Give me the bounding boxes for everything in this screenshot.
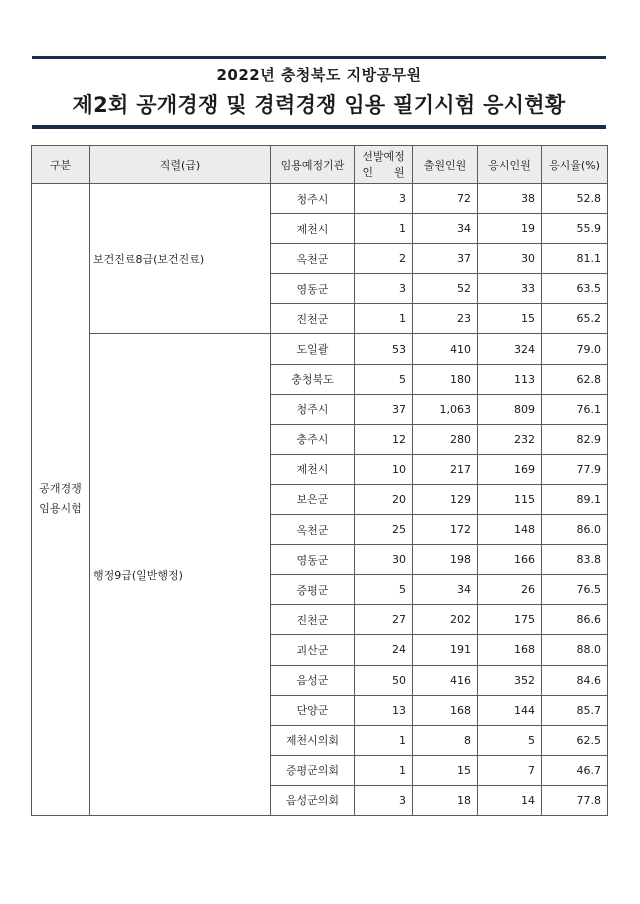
applicants-cell: 1,063: [413, 394, 478, 424]
examinees-cell: 113: [478, 364, 542, 394]
applicants-cell: 37: [413, 244, 478, 274]
agency-cell: 음성군의회: [271, 785, 355, 815]
applicants-cell: 217: [413, 454, 478, 484]
examinees-cell: 38: [478, 184, 542, 214]
examinees-cell: 809: [478, 394, 542, 424]
examinees-cell: 15: [478, 304, 542, 334]
document-title: 제2회 공개경쟁 및 경력경쟁 임용 필기시험 응시현황: [72, 93, 566, 117]
applicants-cell: 410: [413, 334, 478, 364]
rate-cell: 46.7: [542, 755, 608, 785]
applicants-cell: 34: [413, 575, 478, 605]
rate-cell: 76.5: [542, 575, 608, 605]
rate-cell: 89.1: [542, 484, 608, 514]
rate-cell: 76.1: [542, 394, 608, 424]
rate-cell: 55.9: [542, 214, 608, 244]
table-row: [32, 184, 608, 214]
planned-cell: 3: [355, 785, 413, 815]
examinees-cell: 115: [478, 484, 542, 514]
header-planned: [355, 146, 413, 184]
header-agency: 임용예정기관: [271, 146, 355, 184]
agency-cell: 제천시의회: [271, 725, 355, 755]
planned-cell: 10: [355, 454, 413, 484]
agency-cell: 도일괄: [271, 334, 355, 364]
planned-cell: 1: [355, 755, 413, 785]
table-body: [32, 184, 608, 816]
applicants-cell: 8: [413, 725, 478, 755]
header-examinees: 응시인원: [478, 146, 542, 184]
planned-cell: 25: [355, 515, 413, 545]
table-row: [32, 334, 608, 364]
planned-cell: 50: [355, 665, 413, 695]
rate-cell: 88.0: [542, 635, 608, 665]
applicants-cell: 180: [413, 364, 478, 394]
rate-cell: 85.7: [542, 695, 608, 725]
agency-cell: 보은군: [271, 484, 355, 514]
header-rate: 응시율(%): [542, 146, 608, 184]
category-cell: [32, 184, 90, 816]
rate-cell: 81.1: [542, 244, 608, 274]
examinees-cell: 324: [478, 334, 542, 364]
applicants-cell: 52: [413, 274, 478, 304]
planned-cell: 2: [355, 244, 413, 274]
applicants-cell: 15: [413, 755, 478, 785]
applicants-cell: 129: [413, 484, 478, 514]
agency-cell: 진천군: [271, 304, 355, 334]
rate-cell: 77.8: [542, 785, 608, 815]
applicants-cell: 172: [413, 515, 478, 545]
examinees-cell: 5: [478, 725, 542, 755]
header-category: 구분: [32, 146, 90, 184]
agency-cell: 제천시: [271, 454, 355, 484]
applicants-cell: 191: [413, 635, 478, 665]
header-applicants: 출원인원: [413, 146, 478, 184]
examinees-cell: 168: [478, 635, 542, 665]
category-line1: 공개경쟁: [39, 482, 82, 496]
rate-cell: 86.0: [542, 515, 608, 545]
agency-cell: 증평군: [271, 575, 355, 605]
header-planned-line1: 선발예정: [362, 149, 405, 163]
examinees-cell: 33: [478, 274, 542, 304]
agency-cell: 청주시: [271, 184, 355, 214]
applicants-cell: 280: [413, 424, 478, 454]
table-header-row: [32, 146, 608, 184]
rate-cell: 86.6: [542, 605, 608, 635]
agency-cell: 영동군: [271, 545, 355, 575]
title-rule: [32, 125, 606, 129]
agency-cell: 옥천군: [271, 244, 355, 274]
examinees-cell: 352: [478, 665, 542, 695]
rate-cell: 63.5: [542, 274, 608, 304]
agency-cell: 충청북도: [271, 364, 355, 394]
agency-cell: 충주시: [271, 424, 355, 454]
rate-cell: 77.9: [542, 454, 608, 484]
applicants-cell: 34: [413, 214, 478, 244]
planned-cell: 27: [355, 605, 413, 635]
agency-cell: 괴산군: [271, 635, 355, 665]
rate-cell: 83.8: [542, 545, 608, 575]
planned-cell: 3: [355, 274, 413, 304]
examinees-cell: 166: [478, 545, 542, 575]
exam-status-table: [31, 145, 608, 816]
applicants-cell: 202: [413, 605, 478, 635]
rate-cell: 79.0: [542, 334, 608, 364]
category-line2: 임용시험: [39, 502, 82, 516]
rate-cell: 84.6: [542, 665, 608, 695]
planned-cell: 5: [355, 575, 413, 605]
applicants-cell: 168: [413, 695, 478, 725]
rate-cell: 65.2: [542, 304, 608, 334]
agency-cell: 단양군: [271, 695, 355, 725]
planned-cell: 53: [355, 334, 413, 364]
examinees-cell: 19: [478, 214, 542, 244]
rate-cell: 62.5: [542, 725, 608, 755]
header-planned-line2: 인 원: [362, 165, 405, 179]
agency-cell: 제천시: [271, 214, 355, 244]
agency-cell: 증평군의회: [271, 755, 355, 785]
rate-cell: 82.9: [542, 424, 608, 454]
header-position: 직렬(급): [90, 146, 271, 184]
examinees-cell: 144: [478, 695, 542, 725]
planned-cell: 20: [355, 484, 413, 514]
position-cell: 보건진료8급(보건진료): [90, 184, 271, 334]
planned-cell: 30: [355, 545, 413, 575]
examinees-cell: 7: [478, 755, 542, 785]
applicants-cell: 23: [413, 304, 478, 334]
applicants-cell: 18: [413, 785, 478, 815]
applicants-cell: 72: [413, 184, 478, 214]
agency-cell: 영동군: [271, 274, 355, 304]
planned-cell: 1: [355, 304, 413, 334]
planned-cell: 3: [355, 184, 413, 214]
agency-cell: 청주시: [271, 394, 355, 424]
examinees-cell: 14: [478, 785, 542, 815]
rate-cell: 52.8: [542, 184, 608, 214]
applicants-cell: 198: [413, 545, 478, 575]
applicants-cell: 416: [413, 665, 478, 695]
examinees-cell: 232: [478, 424, 542, 454]
planned-cell: 37: [355, 394, 413, 424]
planned-cell: 1: [355, 725, 413, 755]
position-cell: 행정9급(일반행정): [90, 334, 271, 816]
examinees-cell: 148: [478, 515, 542, 545]
top-rule: [32, 56, 606, 59]
agency-cell: 음성군: [271, 665, 355, 695]
document-subtitle: 2022년 충청북도 지방공무원: [216, 66, 422, 84]
planned-cell: 5: [355, 364, 413, 394]
planned-cell: 13: [355, 695, 413, 725]
planned-cell: 12: [355, 424, 413, 454]
examinees-cell: 175: [478, 605, 542, 635]
agency-cell: 옥천군: [271, 515, 355, 545]
examinees-cell: 26: [478, 575, 542, 605]
agency-cell: 진천군: [271, 605, 355, 635]
examinees-cell: 30: [478, 244, 542, 274]
planned-cell: 1: [355, 214, 413, 244]
planned-cell: 24: [355, 635, 413, 665]
examinees-cell: 169: [478, 454, 542, 484]
rate-cell: 62.8: [542, 364, 608, 394]
